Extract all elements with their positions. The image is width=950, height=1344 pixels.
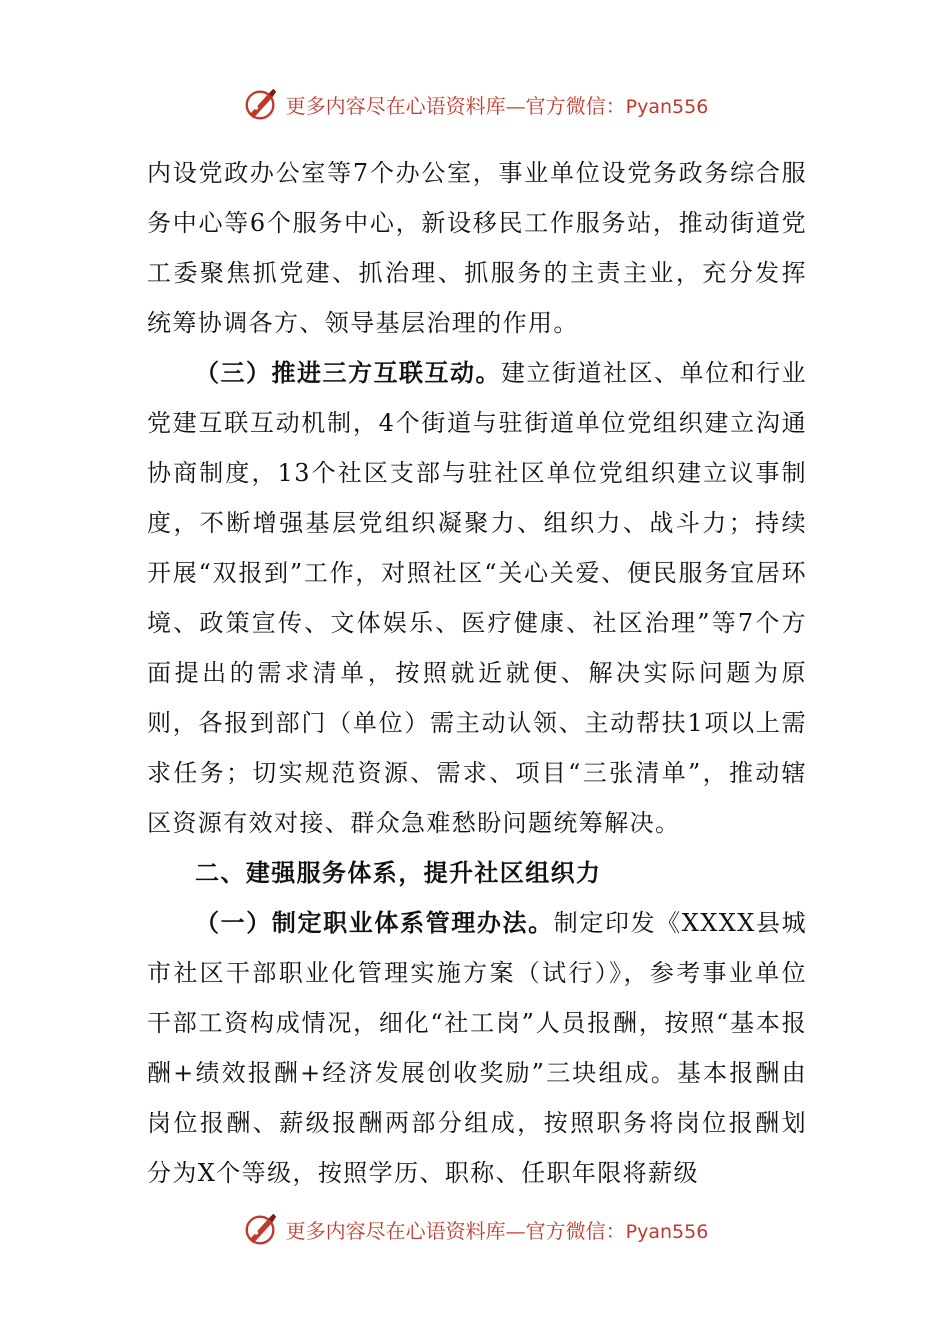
watermark-text: 更多内容尽在心语资料库—官方微信：Pyan556 bbox=[285, 93, 709, 118]
paragraph-2 bbox=[147, 348, 807, 848]
paragraph-2-lead: （三）推进三方互联互动。 bbox=[195, 358, 502, 387]
watermark-text: 更多内容尽在心语资料库—官方微信：Pyan556 bbox=[285, 1218, 709, 1243]
paragraph-3-lead: （一）制定职业体系管理办法。 bbox=[195, 908, 554, 937]
pen-logo-icon bbox=[242, 1210, 280, 1248]
watermark-wechat-id: Pyan556 bbox=[625, 95, 709, 118]
paragraph-3-body: 制定印发《XXXX县城市社区干部职业化管理实施方案（试行）》，参考事业单位干部工资构成情况，细化“社工岗”人员报酬，按照“基本报酬+绩效报酬+经济发展创收奖励”三块组成。基本报酬由岗位报酬、薪级报酬两部分组成，按照职务将岗位报酬划分为X个等级，按照学历、职称、任职年限将薪级 bbox=[147, 909, 807, 1187]
pen-logo-icon bbox=[242, 85, 280, 123]
paragraph-3 bbox=[147, 898, 807, 1198]
section-heading-2: 二、建强服务体系，提升社区组织力 bbox=[195, 858, 602, 887]
document-body bbox=[147, 148, 807, 1198]
paragraph-2-body: 建立街道社区、单位和行业党建互联互动机制，4个街道与驻街道单位党组织建立沟通协商制度，13个社区支部与驻社区单位党组织建立议事制度，不断增强基层党组织凝聚力、组织力、战斗力；持续开展“双报到”工作，对照社区“关心关爱、便民服务宜居环境、政策宣传、文体娱乐、医疗健康、社区治理”等7个方面提出的需求清单，按照就近就便、解决实际问题为原则，各报到部门（单位）需主动认领、主动帮扶1项以上需求任务；切实规范资源、需求、项目“三张清单”，推动辖区资源有效对接、群众急难愁盼问题统筹解决。 bbox=[147, 359, 807, 837]
watermark-wechat-id: Pyan556 bbox=[625, 1220, 709, 1243]
watermark-footer bbox=[0, 1209, 950, 1249]
watermark-header bbox=[0, 84, 950, 124]
paragraph-1: 内设党政办公室等7个办公室，事业单位设党务政务综合服务中心等6个服务中心，新设移民工作服务站，推动街道党工委聚焦抓党建、抓治理、抓服务的主责主业，充分发挥统筹协调各方、领导基层治理的作用。 bbox=[147, 159, 807, 337]
